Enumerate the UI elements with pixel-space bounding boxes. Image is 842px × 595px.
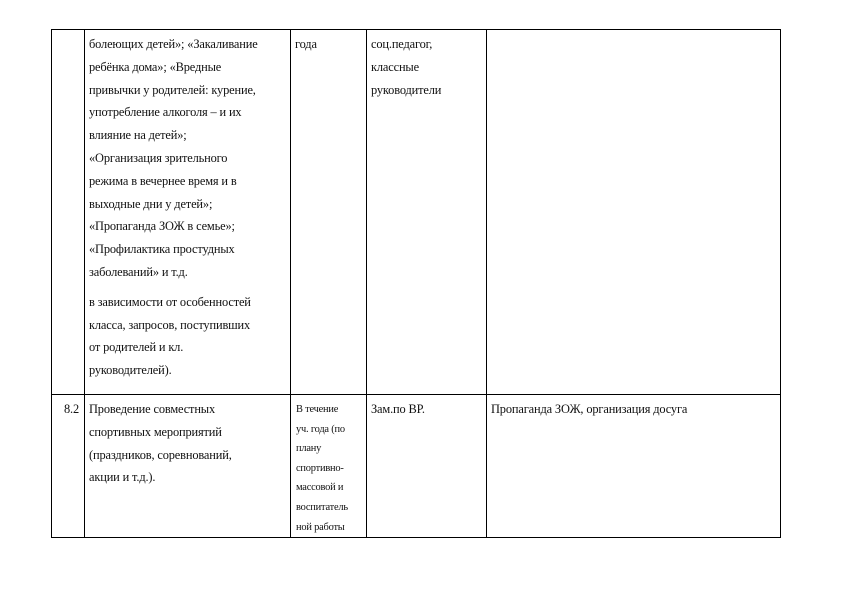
plan-table [51,29,781,538]
timing-cell [291,395,367,538]
row-number [52,30,84,33]
note-text [487,30,780,33]
responsible-text: соц.педагог, классные руководители [371,37,442,97]
note-cell [487,395,781,538]
description-text: болеющих детей»; «Закаливание ребёнка дома»; «Вредные привычки у родителей: курение, употребление алкоголя – и их влияние на детей»; «Организация зрительного режима в вечернее время и в выходные дни у детей»; «Пропаганда ЗОЖ в семье»; «Профилактика простудных заболеваний» и т.д. [89,37,258,279]
note-text: Пропаганда ЗОЖ, организация досуга [491,402,688,416]
note-cell [487,30,781,395]
description-cell [85,395,291,538]
row-number: 8.2 [63,402,79,416]
description-text-continued: в зависимости от особенностей класса, запросов, поступивших от родителей и кл. руководителей). [89,294,251,378]
timing-text: В течение уч. года (по плану спортивно- массовой и воспитатель ной работы [296,404,348,533]
description-text: Проведение совместных спортивных мероприятий (праздников, соревнований, акции и т.д.). [89,402,232,485]
timing-text: года [295,37,317,51]
table-row [52,395,781,538]
timing-cell [291,30,367,395]
responsible-text: Зам.по ВР. [371,402,425,416]
row-number-cell [52,395,85,538]
responsible-cell [367,395,487,538]
description-cell [85,30,291,395]
row-number-cell [52,30,85,395]
responsible-cell [367,30,487,395]
table-row [52,30,781,395]
